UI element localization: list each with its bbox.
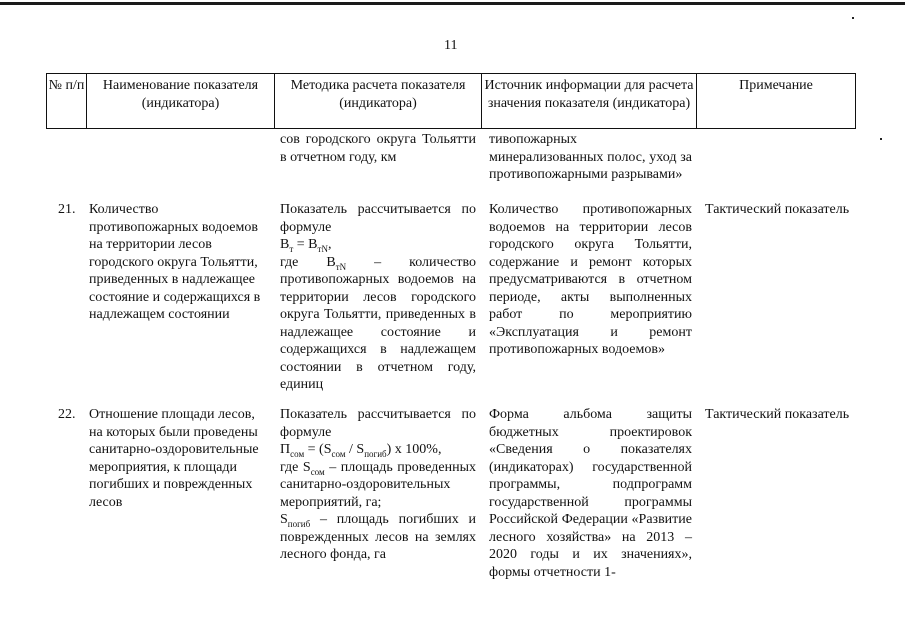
header-number: № п/п xyxy=(48,78,85,93)
row-21-indicator-name: Количество противопожарных водоемов на территории лесов городского округа Тольятти, приведенных в надлежащее состояние и содержащихся в надлежащем состоянии xyxy=(89,202,261,322)
row-22-source: Форма альбома защиты бюджетных проектировок «Сведения о показателях (индикаторах) государственной программы, подпрограмм государственной программы Российской Федерации «Развитие лесного хозяйства» на 2013 – 2020 годы и их значениях», формы отчетности 1- xyxy=(489,407,692,580)
scan-speck xyxy=(852,17,854,19)
table-top-rule xyxy=(46,73,856,74)
row-21-method: Показатель рассчитывается по формуле $В_т = В_{тN}$, где $В_{тN}$ – количество противопожарных водоемов на территории лесов городского округа Тольятти, приведенных в надлежащее состояние и содержащихся в надлежащем состоянии в отчетном году, единиц xyxy=(280,202,476,392)
column-divider xyxy=(274,73,275,129)
row-22-method: Показатель рассчитывается по формуле $П_{сом} = (S_{сом} / S_{погиб})$ х 100%, где $S_{сом}$ – площадь проведенных санитарно-оздоровительных мероприятий, га; $S_{погиб}$ – площадь погибших и поврежденных лесов на землях лесного фонда, га xyxy=(280,407,476,562)
row-21-source: Количество противопожарных водоемов на территории лесов городского округа Тольятти, содержание и ремонт которых предусматриваются в отчетном периоде, акты выполненных работ по мероприятию «Эксплуатация и ремонт противопожарных водоемов» xyxy=(489,202,692,357)
page-number: 11 xyxy=(444,38,458,53)
row-21-formula: $В_т = В_{тN}$, xyxy=(280,237,332,254)
row-22-formula: $П_{сом} = (S_{сом} / S_{погиб})$ х 100%, xyxy=(280,442,442,459)
continued-method-text: сов городского округа Тольятти в отчетном году, км xyxy=(280,132,476,165)
continued-source-text: тивопожарных минерализованных полос, уход за противопожарными разрывами» xyxy=(489,132,692,182)
row-22-indicator-name: Отношение площади лесов, на которых были проведены санитарно-оздоровительные мероприятия, к площади погибших и поврежденных лесов xyxy=(89,407,259,510)
column-divider xyxy=(86,73,87,129)
row-21-number: 21. xyxy=(58,202,76,217)
header-source: Источник информации для расчета значения показателя (индикатора) xyxy=(484,78,694,111)
header-note: Примечание xyxy=(739,78,813,93)
scan-speck xyxy=(880,138,882,140)
header-indicator-name: Наименование показателя (индикатора) xyxy=(102,78,259,111)
row-21-note: Тактический показатель xyxy=(705,202,850,217)
row-22-note: Тактический показатель xyxy=(705,407,850,422)
column-divider xyxy=(855,73,856,129)
top-border-line xyxy=(0,2,905,5)
column-divider xyxy=(481,73,482,129)
row-22-number: 22. xyxy=(58,407,76,422)
table-header-rule xyxy=(46,128,856,129)
header-method: Методика расчета показателя (индикатора) xyxy=(290,78,466,111)
column-divider xyxy=(696,73,697,129)
